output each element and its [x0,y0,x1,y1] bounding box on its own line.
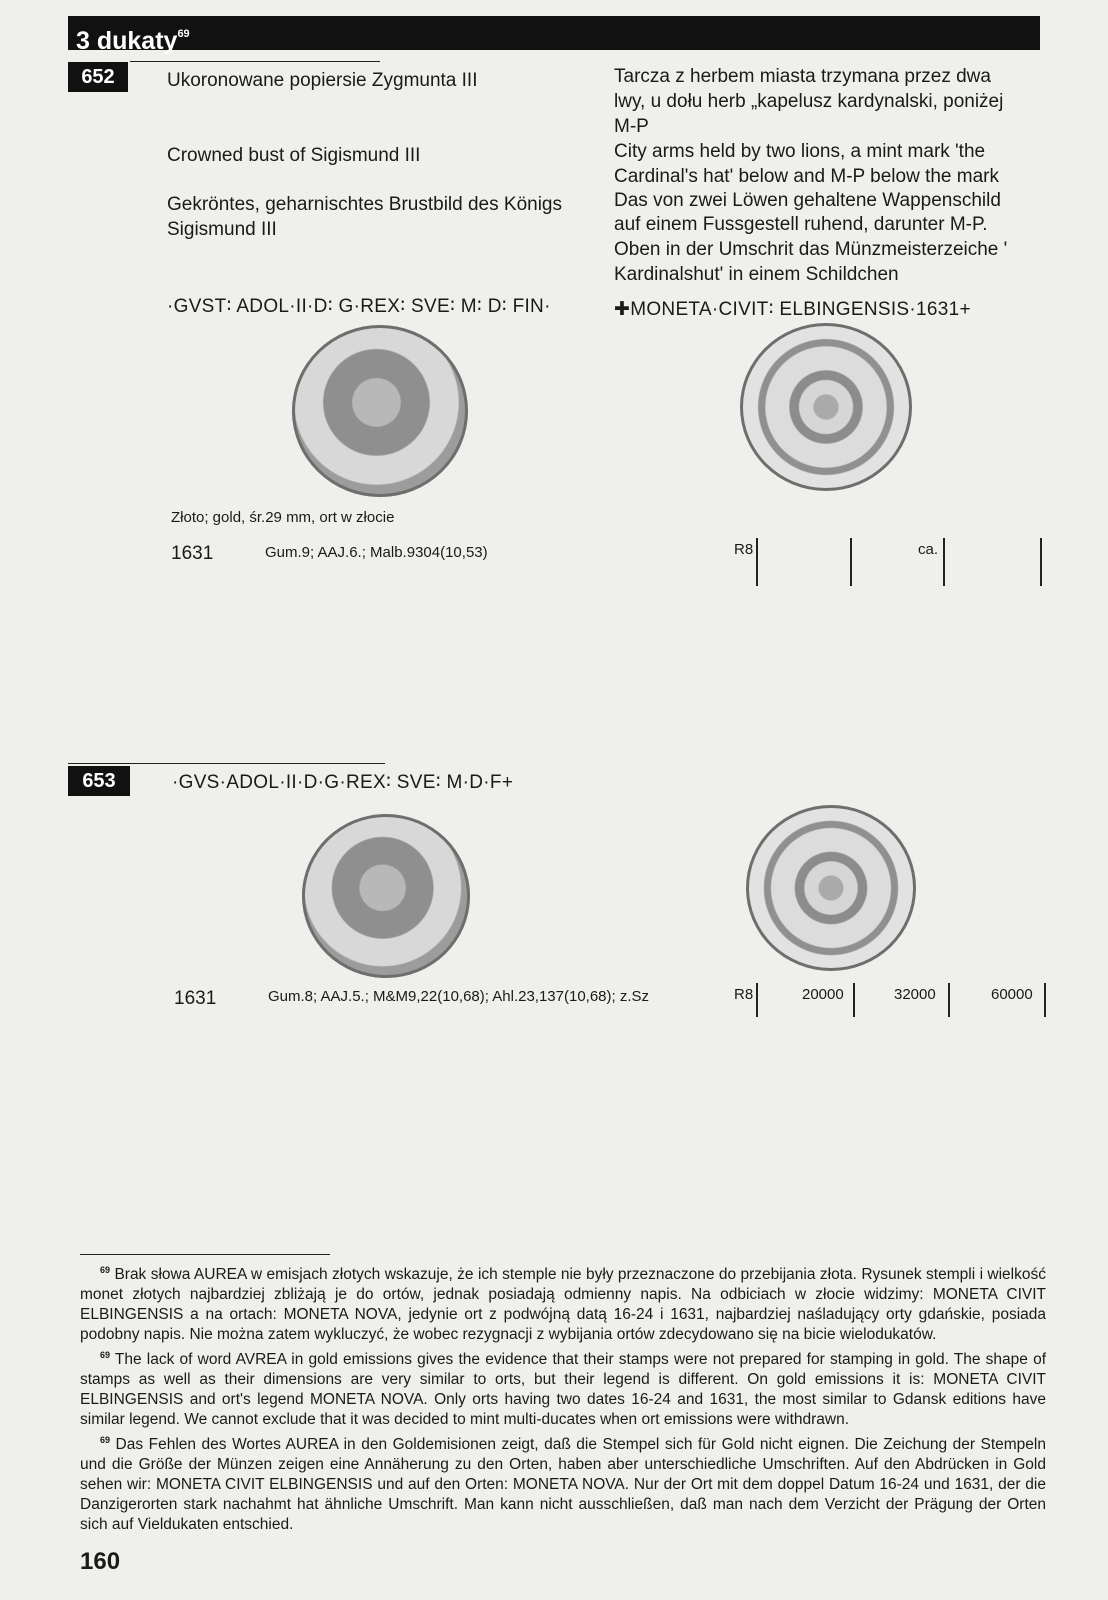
entry-year: 1631 [171,543,214,564]
entry-number-badge: 652 [68,62,128,92]
footnote-marker: 69 [100,1435,111,1446]
reverse-description-en-line2: Cardinal's hat' below and M-P below the mark [614,166,999,187]
coin-reverse-image [740,323,912,491]
material-description: Złoto; gold, śr.29 mm, ort w złocie [171,509,395,526]
price-value: 32000 [894,986,936,1003]
coin-reverse-image [746,805,916,971]
reverse-description-de-line2: auf einem Fussgestell ruhend, darunter M-P. [614,214,988,235]
obverse-description-en: Crowned bust of Sigismund III [167,145,421,166]
entry-year: 1631 [174,988,217,1009]
footnote-text-de: Das Fehlen des Wortes AUREA in den Goldemisionen zeigt, daß die Stempel sich für Gold nicht eignen. Die Zeichung der Stempeln und die Größe der Münzen zeigen eine Annäherung zu den Orten, haben aber unterschiedliche Umschriften. Auf den Abdrücken in Gold sehen wir: MONETA CIVIT ELBINGENSIS und auf den Orten: MONETA NOVA. Nur der Ort mit dem doppel Datum 16-24 und 1631, der die Danzigerorten stark nachahmt hat ähnliche Umschrift. Man kann nicht ausschließen, daß man nach dem Verzicht der Prägung der Orten sich auf Vieldukaten entschied. [80,1436,1046,1534]
page-number: 160 [80,1548,121,1575]
coin-obverse-image [292,325,468,497]
footnote-rule [80,1254,330,1255]
footnote-en [80,1345,1046,1430]
obverse-description-de-line2: Sigismund III [167,219,277,240]
rarity-grade: R8 [734,986,754,1003]
reverse-description-de-line1: Das von zwei Löwen gehaltene Wappenschild [614,190,1001,211]
column-divider [948,983,950,1017]
obverse-legend: ·GVS·ADOL·II·D·G·REX∶ SVE∶ M·D·F+ [172,772,514,793]
entry-rule [68,763,385,764]
catalog-references: Gum.8; AAJ.5.; M&M9,22(10,68); Ahl.23,137(10,68); z.Sz [268,988,650,1005]
footnote-marker: 69 [100,1265,111,1275]
catalog-references: Gum.9; AAJ.6.; Malb.9304(10,53) [265,544,488,561]
reverse-description-de-line3: Oben in der Umschrit das Münzmeisterzeiche ' [614,239,1008,260]
reverse-description-de-line4: Kardinalshut' in einem Schildchen [614,264,899,285]
obverse-description-pl: Ukoronowane popiersie Zygmunta III [167,70,478,91]
section-header-bar [68,16,1040,50]
rarity-grade: R8 [734,541,754,558]
reverse-legend: ✚MONETA·CIVIT∶ ELBINGENSIS·1631+ [614,299,971,320]
reverse-description-pl-line3: M-P [614,116,649,137]
column-divider [756,538,758,586]
reverse-description-pl-line1: Tarcza z herbem miasta trzymana przez dwa [614,66,991,87]
column-divider [1040,538,1042,586]
column-divider [943,538,945,586]
price-value: 20000 [802,986,844,1003]
footnote-text-pl: Brak słowa AUREA w emisjach złotych wskazuje, że ich stemple nie były przeznaczone do przebijania złota. Rysunek stempli i wielkość monet złotych najbardziej zbliżają je do ortów, jednak posiadają odmienny napis. Na odbiciach w złocie widzimy: MONETA CIVIT ELBINGENSIS a na ortach: MONETA NOVA, jedynie ort z podwójną datą 16-24 i 1631, najbardziej naśladujący orty gdańskie, posiada podobny napis. Nie można zatem wykluczyć, że wobec rezygnacji z wybijania ortów zdecydowano się na bicie wielodukatów. [80,1266,1046,1344]
footnote-de [80,1430,1046,1535]
column-divider [1044,983,1046,1017]
section-title-text: 3 dukaty [76,27,178,55]
footnote-pl [80,1260,1046,1345]
footnote-ref: 69 [177,28,190,40]
entry-number-badge: 653 [68,766,130,796]
footnote-marker: 69 [100,1350,111,1361]
footnote-text-en: The lack of word AVREA in gold emissions gives the evidence that their stamps were not prepared for stamping in gold. The shape of stamps as well as their dimensions are very similar to orts, but their legend is different. On gold emissions it is: MONETA CIVIT ELBINGENSIS and ort's legend MONETA NOVA. Only orts having two dates 16-24 and 1631, the most similar to Gdansk editions have similar legend. We cannot exclude that it was decided to mint multi-ducates when ort emissions were withdrawn. [80,1351,1046,1429]
column-divider [850,538,852,586]
footnotes [80,1260,1046,1535]
column-divider [853,983,855,1017]
price-value: 60000 [991,986,1033,1003]
section-title [76,18,190,57]
column-divider [756,983,758,1017]
entry-rule [130,61,380,62]
reverse-description-en-line1: City arms held by two lions, a mint mark 'the [614,141,986,162]
price-note: ca. [918,541,939,558]
obverse-description-de-line1: Gekröntes, geharnischtes Brustbild des Königs [167,194,562,215]
obverse-legend: ·GVST∶ ADOL·II·D∶ G·REX∶ SVE∶ M∶ D∶ FIN· [167,296,551,317]
coin-obverse-image [302,814,470,978]
reverse-description-pl-line2: lwy, u dołu herb „kapelusz kardynalski, poniżej [614,91,1004,112]
